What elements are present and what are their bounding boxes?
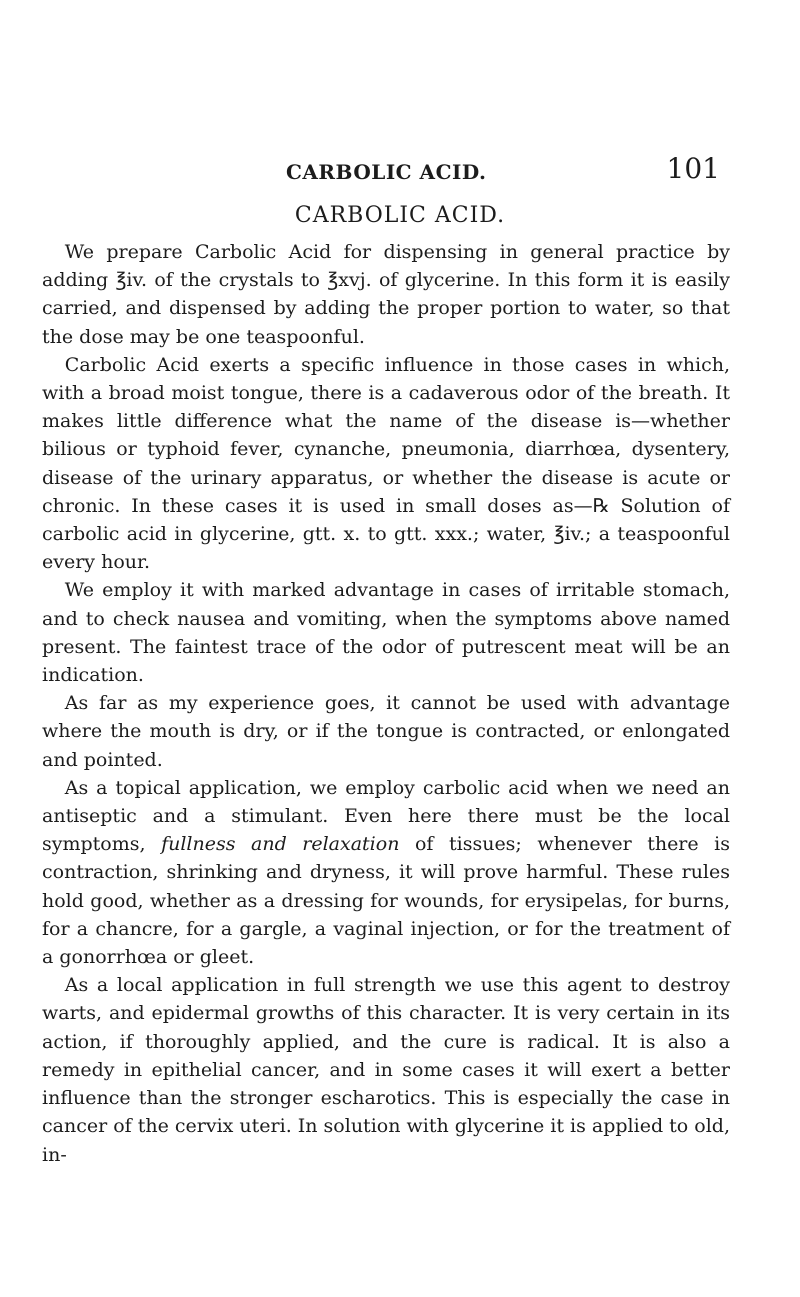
paragraph-irritable-stomach: We employ it with marked advantage in cases of irritable stomach, and to check nausea and vomiting, when the symptoms above named present. The faintest trace of the odor of putrescent meat will be an indication. [42, 579, 730, 687]
chapter-title: CARBOLIC ACID. [294, 203, 506, 228]
paragraph-topical-text-before: As a topical application, we employ carbolic acid when we need an antiseptic and a stimulant. Even here there must be the local symptoms, [42, 776, 730, 856]
paragraph-topical-text-after: of tissues; whenever there is contraction, shrinking and dryness, it will prove harmful. These rules hold good, whether as a dressing for wounds, for erysipelas, for burns, for a chancre, for a gargle, a vaginal injection, or for the treatment of a gonorrhœa or gleet. [42, 833, 730, 969]
paragraph-topical-application [42, 774, 730, 971]
body-text [42, 238, 730, 1169]
paragraph-local-application: As a local application in full strength we use this agent to destroy warts, and epidermal growths of this character. It is very certain in its action, if thoroughly applied, and the cure is radical. It is also a remedy in epithelial cancer, and in some cases it will exert a better influence than the stronger escharotics. This is especially the case in cancer of the cervix uteri. In solution with glycerine it is applied to old, in- [42, 974, 730, 1166]
running-head-title: CARBOLIC ACID. [286, 160, 487, 184]
running-head [240, 152, 720, 192]
paragraph-contraindication: As far as my experience goes, it cannot be used with advantage where the mouth is dry, or if the tongue is contracted, or enlongated and pointed. [42, 692, 730, 771]
page-number: 101 [666, 152, 720, 185]
paragraph-dispensing: We prepare Carbolic Acid for dispensing in general practice by adding ℥iv. of the crystals to ℥xvj. of glycerine. In this form it is easily carried, and dispensed by adding the proper portion to water, so that the dose may be one teaspoonful. [42, 241, 730, 348]
emphasis-fullness-relaxation: fullness and relaxation [161, 833, 400, 856]
paragraph-specific-influence: Carbolic Acid exerts a specific influence in those cases in which, with a broad moist tongue, there is a cadaverous odor of the breath. It makes little difference what the name of the disease is—whether bilious or typhoid fever, cynanche, pneumonia, diarrhœa, dysentery, disease of the urinary apparatus, or whether the disease is acute or chronic. In these cases it is used in small doses as—℞ Solution of carbolic acid in glycerine, gtt. x. to gtt. xxx.; water, ℥iv.; a teaspoonful every hour. [42, 353, 730, 574]
